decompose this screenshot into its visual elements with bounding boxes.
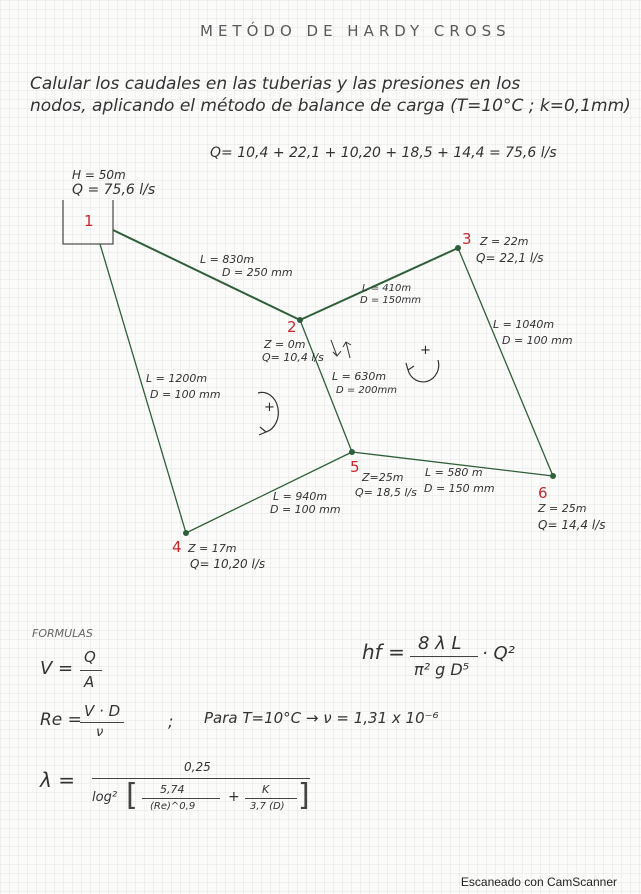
problem-statement-line-2: nodos, aplicando el método de balance de carga (T=10°C ; k=0,1mm) bbox=[30, 96, 631, 116]
bracket-close: ] bbox=[298, 778, 310, 813]
velocity-lhs: V = bbox=[40, 658, 74, 679]
node-6-elevation: Z = 25m bbox=[538, 502, 587, 515]
pipe-1-4-diameter: D = 100 mm bbox=[150, 388, 221, 401]
viscosity-note: Para T=10°C → ν = 1,31 x 10⁻⁶ bbox=[204, 709, 439, 727]
node-5-marker bbox=[349, 449, 355, 455]
node-6-label: 6 bbox=[538, 484, 548, 502]
pipe-3-6-length: L = 1040m bbox=[493, 318, 555, 331]
loop-left-sign: + bbox=[264, 400, 275, 415]
friction-factor-lhs: λ = bbox=[40, 768, 75, 792]
scanner-watermark: Escaneado con CamScanner bbox=[460, 875, 617, 889]
node-4-elevation: Z = 17m bbox=[188, 542, 237, 555]
pipe-5-6-length: L = 580 m bbox=[425, 466, 483, 479]
pipe-4-5-length: L = 940m bbox=[273, 490, 328, 503]
loop-right-sign: + bbox=[420, 343, 431, 358]
friction-factor-log: log² bbox=[92, 790, 118, 805]
headloss-tail: · Q² bbox=[482, 643, 515, 664]
problem-statement-line-1: Calular los caudales en las tuberias y las presiones en los bbox=[30, 74, 521, 94]
fraction-bar bbox=[410, 656, 478, 657]
fraction-bar bbox=[92, 778, 310, 779]
fraction-bar bbox=[245, 798, 297, 799]
node-2-elevation: Z = 0m bbox=[264, 338, 306, 351]
friction-term1-denominator: (Re)^0,9 bbox=[150, 801, 196, 812]
pipe-1-4-length: L = 1200m bbox=[146, 372, 208, 385]
node-3-marker bbox=[455, 245, 461, 251]
semicolon: ; bbox=[168, 712, 174, 731]
bracket-open: [ bbox=[126, 778, 138, 813]
pipe-4-5 bbox=[186, 452, 352, 533]
node-5-flow: Q= 18,5 l/s bbox=[355, 486, 417, 499]
friction-factor-numerator: 0,25 bbox=[184, 760, 211, 774]
node-4-label: 4 bbox=[172, 538, 182, 556]
node-2-marker bbox=[297, 317, 303, 323]
flow-arrow-icon bbox=[343, 342, 351, 358]
total-flow-equation: Q= 10,4 + 22,1 + 10,20 + 18,5 + 14,4 = 75,6 l/s bbox=[210, 145, 557, 161]
flow-arrow-icon bbox=[331, 340, 341, 356]
node-3-label: 3 bbox=[462, 230, 472, 248]
pipe-5-6-diameter: D = 150 mm bbox=[424, 482, 495, 495]
pipe-2-5-length: L = 630m bbox=[332, 370, 387, 383]
pipe-3-6 bbox=[458, 248, 553, 476]
node-3-elevation: Z = 22m bbox=[480, 235, 529, 248]
headloss-denominator: π² g D⁵ bbox=[414, 660, 470, 679]
friction-term2-numerator: K bbox=[262, 783, 270, 796]
node-5-label: 5 bbox=[350, 458, 360, 476]
node-3-flow: Q= 22,1 l/s bbox=[476, 251, 544, 265]
node-5-elevation: Z=25m bbox=[362, 471, 404, 484]
reynolds-lhs: Re = bbox=[40, 710, 82, 730]
friction-plus: + bbox=[228, 789, 240, 805]
node-4-marker bbox=[183, 530, 189, 536]
node-4-flow: Q= 10,20 l/s bbox=[190, 557, 266, 571]
velocity-denominator: A bbox=[84, 673, 95, 691]
headloss-lhs: hf = bbox=[362, 640, 405, 664]
pipe-4-5-diameter: D = 100 mm bbox=[270, 503, 341, 516]
pipe-1-2-diameter: D = 250 mm bbox=[222, 266, 293, 279]
node-2-label: 2 bbox=[287, 318, 297, 336]
reservoir-flow: Q = 75,6 l/s bbox=[72, 182, 156, 198]
headloss-numerator: 8 λ L bbox=[418, 633, 462, 654]
loop-right-clockwise-icon bbox=[406, 360, 439, 382]
pipe-2-5-diameter: D = 200mm bbox=[336, 385, 398, 396]
fraction-bar bbox=[80, 670, 102, 671]
pipe-1-2-length: L = 830m bbox=[200, 253, 255, 266]
friction-term1-numerator: 5,74 bbox=[160, 783, 185, 796]
fraction-bar bbox=[142, 798, 220, 799]
node-1-label: 1 bbox=[84, 212, 94, 230]
reynolds-denominator: ν bbox=[96, 725, 104, 740]
fraction-bar bbox=[80, 722, 124, 723]
reservoir-head: H = 50m bbox=[72, 168, 126, 182]
friction-term2-denominator: 3,7 (D) bbox=[250, 801, 285, 812]
node-2-flow: Q= 10,4 l/s bbox=[262, 351, 324, 364]
node-6-flow: Q= 14,4 l/s bbox=[538, 518, 606, 532]
page-title: METÓDO DE HARDY CROSS bbox=[200, 22, 511, 40]
reynolds-numerator: V · D bbox=[84, 702, 121, 720]
pipe-3-6-diameter: D = 100 mm bbox=[502, 334, 573, 347]
pipe-2-3-length: L = 410m bbox=[362, 283, 412, 294]
formulas-heading: FORMULAS bbox=[32, 627, 93, 640]
pipe-2-3-diameter: D = 150mm bbox=[360, 295, 422, 306]
node-6-marker bbox=[550, 473, 556, 479]
velocity-numerator: Q bbox=[84, 648, 96, 666]
